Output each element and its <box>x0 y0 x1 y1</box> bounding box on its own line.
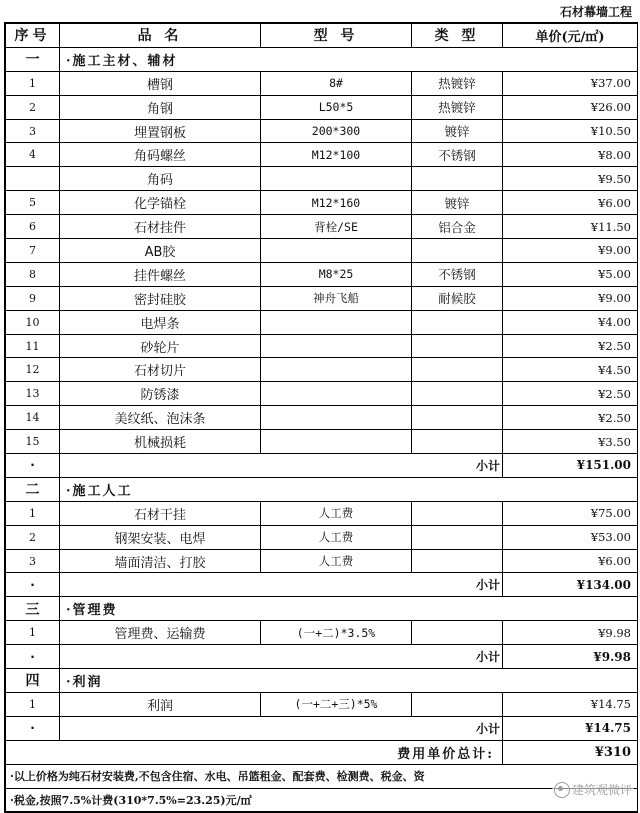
item-price: ¥4.50 <box>503 358 638 382</box>
table-row <box>6 215 638 239</box>
item-model: (一+二+三)*5% <box>261 692 412 716</box>
table-row <box>6 310 638 334</box>
item-number: 6 <box>6 215 60 239</box>
item-model <box>261 358 412 382</box>
item-name: 砂轮片 <box>60 334 261 358</box>
item-price: ¥2.50 <box>503 334 638 358</box>
item-type <box>412 167 503 191</box>
item-name: AB胶 <box>60 239 261 263</box>
note-row <box>6 764 638 788</box>
item-name: 角钢 <box>60 95 261 119</box>
item-number: 2 <box>6 95 60 119</box>
table-row <box>6 143 638 167</box>
item-price: ¥4.00 <box>503 310 638 334</box>
item-name: 角码螺丝 <box>60 143 261 167</box>
table-row <box>6 191 638 215</box>
item-number: 12 <box>6 358 60 382</box>
item-model: L50*5 <box>261 95 412 119</box>
item-number: 7 <box>6 239 60 263</box>
watermark <box>552 781 634 798</box>
item-name: 角码 <box>60 167 261 191</box>
item-type <box>412 549 503 573</box>
item-price: ¥8.00 <box>503 143 638 167</box>
item-price: ¥3.50 <box>503 430 638 454</box>
item-name: 挂件螺丝 <box>60 262 261 286</box>
header-row <box>6 24 638 48</box>
item-price: ¥9.50 <box>503 167 638 191</box>
item-name: 化学锚栓 <box>60 191 261 215</box>
item-name: 钢架安装、电焊 <box>60 525 261 549</box>
table-row <box>6 382 638 406</box>
subtotal-label: 小计 <box>60 573 503 597</box>
item-price: ¥6.00 <box>503 549 638 573</box>
item-price: ¥14.75 <box>503 692 638 716</box>
item-type <box>412 406 503 430</box>
item-type <box>412 525 503 549</box>
item-price: ¥6.00 <box>503 191 638 215</box>
item-type <box>412 239 503 263</box>
subtotal-bullet: · <box>6 716 60 740</box>
table-row <box>6 286 638 310</box>
item-price: ¥75.00 <box>503 501 638 525</box>
subtotal-value: ¥151.00 <box>503 454 638 478</box>
table-row <box>6 119 638 143</box>
item-number: 14 <box>6 406 60 430</box>
price-table <box>5 23 638 812</box>
item-name: 石材干挂 <box>60 501 261 525</box>
table-row <box>6 406 638 430</box>
section-title: ·施工主材、辅材 <box>60 47 638 71</box>
section-header-row <box>6 597 638 621</box>
item-name: 电焊条 <box>60 310 261 334</box>
item-number: 1 <box>6 692 60 716</box>
item-name: 墙面清洁、打胶 <box>60 549 261 573</box>
section-header-row <box>6 669 638 693</box>
table-row <box>6 430 638 454</box>
item-number <box>6 167 60 191</box>
header-type: 类 型 <box>412 24 503 48</box>
subtotal-bullet: · <box>6 454 60 478</box>
item-number: 8 <box>6 262 60 286</box>
table-row <box>6 692 638 716</box>
section-title: ·管理费 <box>60 597 638 621</box>
section-title: ·施工人工 <box>60 477 638 501</box>
grand-total-row <box>6 740 638 764</box>
subtotal-label: 小计 <box>60 454 503 478</box>
note-text: ·以上价格为纯石材安装费,不包含住宿、水电、吊篮租金、配套费、检测费、税金、资 <box>6 764 638 788</box>
item-model: 8# <box>261 71 412 95</box>
item-name: 埋置钢板 <box>60 119 261 143</box>
item-type <box>412 692 503 716</box>
item-model <box>261 334 412 358</box>
item-model: 人工费 <box>261 501 412 525</box>
item-model <box>261 310 412 334</box>
table-row <box>6 334 638 358</box>
grand-total-label: 费用单价总计: <box>6 740 503 764</box>
document-title: 石材幕墙工程 <box>559 5 632 19</box>
subtotal-value: ¥134.00 <box>503 573 638 597</box>
header-price: 单价(元/㎡) <box>503 24 638 48</box>
item-name: 管理费、运输费 <box>60 621 261 645</box>
header-no: 序号 <box>6 24 60 48</box>
item-type: 热镀锌 <box>412 95 503 119</box>
note-row <box>6 788 638 812</box>
item-number: 5 <box>6 191 60 215</box>
section-title: ·利润 <box>60 669 638 693</box>
item-name: 密封硅胶 <box>60 286 261 310</box>
item-number: 1 <box>6 501 60 525</box>
item-price: ¥5.00 <box>503 262 638 286</box>
table-row <box>6 525 638 549</box>
item-price: ¥37.00 <box>503 71 638 95</box>
item-model: 神舟飞船 <box>261 286 412 310</box>
item-price: ¥9.00 <box>503 239 638 263</box>
item-type <box>412 621 503 645</box>
table-row <box>6 239 638 263</box>
item-type <box>412 430 503 454</box>
table-row <box>6 501 638 525</box>
item-name: 机械损耗 <box>60 430 261 454</box>
watermark-text: 建筑观微评 <box>571 783 632 797</box>
item-type <box>412 358 503 382</box>
grand-total-value: ¥310 <box>503 740 638 764</box>
table-row <box>6 358 638 382</box>
table-row <box>6 167 638 191</box>
item-model: M8*25 <box>261 262 412 286</box>
section-header-row <box>6 47 638 71</box>
table-row <box>6 621 638 645</box>
section-number: 二 <box>6 477 60 501</box>
subtotal-row <box>6 716 638 740</box>
subtotal-row <box>6 573 638 597</box>
item-model <box>261 406 412 430</box>
table-row <box>6 95 638 119</box>
item-model <box>261 239 412 263</box>
subtotal-row <box>6 454 638 478</box>
item-type: 镀锌 <box>412 191 503 215</box>
item-number: 1 <box>6 621 60 645</box>
item-model: (一+二)*3.5% <box>261 621 412 645</box>
item-price: ¥10.50 <box>503 119 638 143</box>
subtotal-label: 小计 <box>60 716 503 740</box>
table-row <box>6 71 638 95</box>
wechat-logo-icon <box>554 782 570 798</box>
table-row <box>6 549 638 573</box>
item-type: 镀锌 <box>412 119 503 143</box>
note-text: ·税金,按照7.5%计费(310*7.5%=23.25)元/㎡ <box>6 788 638 812</box>
subtotal-value: ¥9.98 <box>503 645 638 669</box>
section-number: 三 <box>6 597 60 621</box>
item-model: 人工费 <box>261 525 412 549</box>
section-number: 一 <box>6 47 60 71</box>
item-type <box>412 382 503 406</box>
subtotal-bullet: · <box>6 573 60 597</box>
item-type <box>412 501 503 525</box>
item-type: 不锈钢 <box>412 143 503 167</box>
item-price: ¥2.50 <box>503 382 638 406</box>
section-number: 四 <box>6 669 60 693</box>
item-price: ¥2.50 <box>503 406 638 430</box>
item-model <box>261 382 412 406</box>
item-price: ¥9.98 <box>503 621 638 645</box>
item-price: ¥11.50 <box>503 215 638 239</box>
item-type: 不锈钢 <box>412 262 503 286</box>
item-name: 石材挂件 <box>60 215 261 239</box>
item-type: 耐候胶 <box>412 286 503 310</box>
item-model <box>261 430 412 454</box>
item-number: 15 <box>6 430 60 454</box>
item-number: 1 <box>6 71 60 95</box>
item-number: 11 <box>6 334 60 358</box>
item-number: 10 <box>6 310 60 334</box>
item-name: 美纹纸、泡沫条 <box>60 406 261 430</box>
item-model: M12*160 <box>261 191 412 215</box>
subtotal-bullet: · <box>6 645 60 669</box>
item-name: 防锈漆 <box>60 382 261 406</box>
item-number: 4 <box>6 143 60 167</box>
item-type: 热镀锌 <box>412 71 503 95</box>
subtotal-label: 小计 <box>60 645 503 669</box>
item-name: 槽钢 <box>60 71 261 95</box>
item-price: ¥9.00 <box>503 286 638 310</box>
subtotal-row <box>6 645 638 669</box>
item-model: 200*300 <box>261 119 412 143</box>
item-price: ¥26.00 <box>503 95 638 119</box>
item-model <box>261 167 412 191</box>
item-number: 3 <box>6 549 60 573</box>
table-row <box>6 262 638 286</box>
price-sheet <box>4 22 638 813</box>
item-type <box>412 310 503 334</box>
item-number: 2 <box>6 525 60 549</box>
item-number: 13 <box>6 382 60 406</box>
item-name: 石材切片 <box>60 358 261 382</box>
header-name: 品 名 <box>60 24 261 48</box>
subtotal-value: ¥14.75 <box>503 716 638 740</box>
item-price: ¥53.00 <box>503 525 638 549</box>
section-header-row <box>6 477 638 501</box>
item-model: 背栓/SE <box>261 215 412 239</box>
item-type: 铝合金 <box>412 215 503 239</box>
item-model: M12*100 <box>261 143 412 167</box>
item-number: 3 <box>6 119 60 143</box>
item-name: 利润 <box>60 692 261 716</box>
item-model: 人工费 <box>261 549 412 573</box>
item-type <box>412 334 503 358</box>
header-model: 型 号 <box>261 24 412 48</box>
item-number: 9 <box>6 286 60 310</box>
